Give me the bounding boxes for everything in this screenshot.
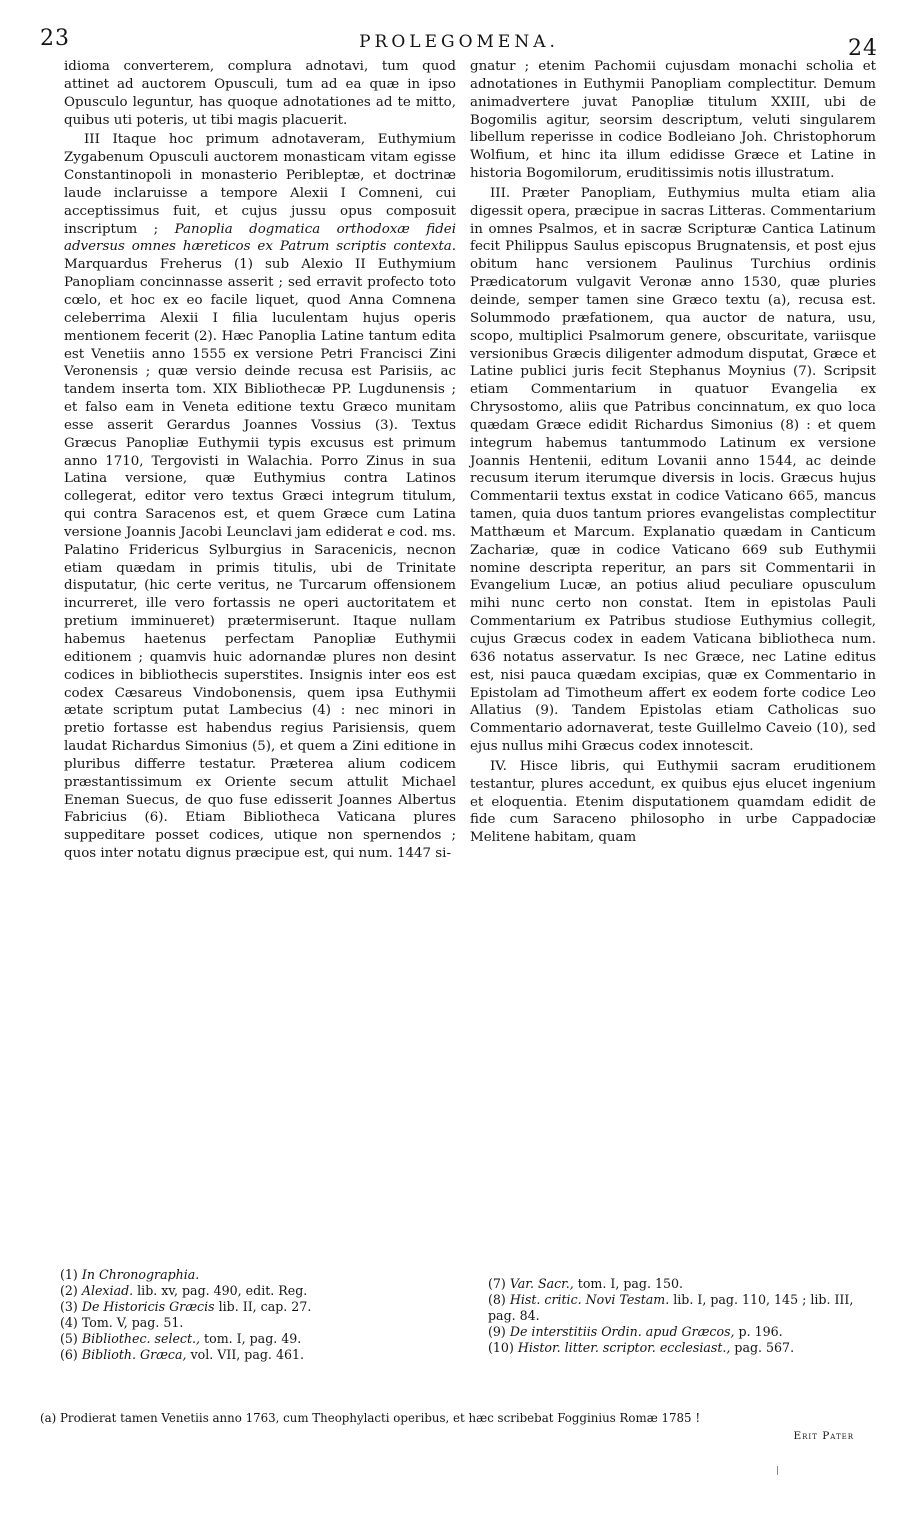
footnote: (10) Histor. litter. scriptor. ecclesiast., pag. 567. <box>488 1340 795 1355</box>
footnote: (7) Var. Sacr., tom. I, pag. 150. <box>488 1276 684 1291</box>
footnote: (9) De interstitiis Ordin. apud Græcos, p. 196. <box>488 1324 783 1339</box>
page-mark <box>777 1466 778 1475</box>
left-column <box>64 58 456 863</box>
left-paragraph-2-text-b: Marquardus Freherus (1) sub Alexio II Euthymium Panopliam concinnasse asserit ; sed erravit profecto toto cœlo, et hoc ex eo facile liquet, quod Anna Comnena celeberrima Alexii I filia luculentam hujus operis mentionem fecerit (2). Hæc Panoplia Latine tantum edita est Venetiis anno 1555 ex versione Petri Francisci Zini Veronensis ; quæ versio deinde recusa est Parisiis, ac tandem inserta tom. XIX Bibliothecæ PP. Lugdunensis ; et falso eam in Veneta editione textu Græco munitam esse asserit Gerardus Joannes Vossius (3). Textus Græcus Panopliæ Euthymii typis excusus est primum anno 1710, Tergovisti in Walachia. Porro Zinus in sua Latina versione, quæ Euthymius contra Latinos collegerat, editor vero textus Græci integrum titulum, qui contra Saracenos est, et quem Græce cum Latina versione Joannis Jacobi Leunclavi jam ediderat e cod. ms. Palatino Fridericus Sylburgius in Saracenicis, necnon etiam quædam in primis titulis, ubi de Trinitate disputatur, (hic certe veritus, ne Turcarum offensionem incurreret, ille vero fortassis ne operi auctoritatem et pretium imminueret) prætermiserunt. Itaque nullam habemus haetenus perfectam Panopliæ Euthymii editionem ; quamvis huic adornandæ plures non desint codices in bibliothecis superstites. Insignis inter eos est codex Cæsareus Vindobonensis, quem ipsa Euthymii ætate scriptum putat Lambecius (4) : nec minori in pretio fortasse est habendus regius Parisiensis, quem laudat Richardus Simonius (5), et quem a Zini editione in pluribus differre testatur. Præterea alium codicem præstantissimum ex Oriente secum attulit Michael Eneman Suecus, de quo fuse edisserit Joannes Albertus Fabricius (6). Etiam Bibliotheca Vaticana plures suppeditare posset codices, utique non spernendos ; quos inter notatu dignus præcipue est, qui num. 1447 si- <box>64 257 456 862</box>
right-paragraph-3: IV. Hisce libris, qui Euthymii sacram eruditionem testantur, plures accedunt, ex quibus ejus elucet ingenium et eloquentia. Etenim disputationem quamdam edidit de fide cum Saraceno philosopho in urbe Cappadociæ Melitene habitam, quam <box>470 758 876 846</box>
footnotes-right <box>488 1276 880 1356</box>
footnote: (8) Hist. critic. Novi Testam. lib. I, pag. 110, 145 ; lib. III, pag. 84. <box>488 1292 854 1323</box>
running-header <box>40 22 878 61</box>
footnote: (1) In Chronographia. <box>60 1267 200 1282</box>
left-paragraph-2-text-a: III Itaque hoc primum adnotaveram, Euthymium Zygabenum Opusculi auctorem monasticam vitam egisse Constantinopoli in monasterio Peribleptæ, et doctrinæ laude inclaruisse a tempore Alexii I Comneni, cui acceptissimus fuit, et cujus jussu opus composuit inscriptum ; <box>64 132 456 237</box>
bottom-footnote: (a) Prodierat tamen Venetiis anno 1763, cum Theophylacti operibus, et hæc scribebat Fogginius Romæ 1785 ! <box>40 1411 701 1425</box>
footnote: (3) De Historicis Græcis lib. II, cap. 27. <box>60 1299 312 1314</box>
footnote: (2) Alexiad. lib. xv, pag. 490, edit. Reg. <box>60 1283 308 1298</box>
footnote: (4) Tom. V, pag. 51. <box>60 1315 184 1330</box>
footnotes-left <box>60 1267 454 1363</box>
right-paragraph-1: gnatur ; etenim Pachomii cujusdam monachi scholia et adnotationes in Euthymii Panopliam complectitur. Demum animadvertere juvat Panopliæ titulum XXIII, ubi de Bogomilis agitur, seorsim descriptum, veluti singularem libellum reperisse in codice Bodleiano Joh. Christophorum Wolfium, et hinc ita illum edidisse Græce et Latine in historia Bogomilorum, eruditissimis notis illustratum. <box>470 59 876 182</box>
right-column <box>470 58 876 847</box>
left-paragraph-1: idioma converterem, complura adnotavi, tum quod attinet ad auctorem Opusculi, tum ad ea quæ in ipso Opusculo leguntur, has quoque adnotationes ad te mitto, quibus uti poteris, ut tibi magis placuerit. <box>64 59 456 128</box>
footnote: (6) Biblioth. Græca, vol. VII, pag. 461. <box>60 1347 304 1362</box>
page-number-left: 23 <box>40 26 70 51</box>
right-paragraph-2: III. Præter Panopliam, Euthymius multa etiam alia digessit opera, præcipue in sacras Litteras. Commentarium in omnes Psalmos, et in sacræ Scripturæ Cantica Latinum fecit Philippus Saulus episcopus Brugnatensis, et post ejus obitum hanc versionem Paulinus Turchius ordinis Prædicatorum vulgavit Veronæ anno 1530, quæ pluries deinde, semper tamen sine Græco textu (a), recusa est. Solummodo præfationem, qua auctor de natura, usu, scopo, multiplici Psalmorum genere, obscuritate, variisque versionibus Græcis diligenter admodum disputat, Græce et Latine publici juris fecit Stephanus Moynius (7). Scripsit etiam Commentarium in quatuor Evangelia ex Chrysostomo, aliis que Patribus concinnatum, ex quo loca quædam Græce edidit Richardus Simonius (8) : et quem integrum habemus tantummodo Latinum ex versione Joannis Hentenii, editum Lovanii anno 1544, ac deinde recusum iterum iterumque diversis in locis. Græcus hujus Commentarii textus exstat in codice Vaticano 665, mancus tamen, quia duos tantum priores evangelistas complectitur Matthæum et Marcum. Explanatio quædam in Canticum Zachariæ, quæ in codice Vaticano 669 sub Euthymii nomine descripta reperitur, an pars sit Commentarii in Evangelium Lucæ, an potius aliud peculiare opusculum mihi nunc certo non constat. Item in epistolas Pauli Commentarium ex Patribus studiose Euthymius collegit, cujus Græcus codex in eadem Vaticana bibliotheca num. 636 notatus asservatur. Is nec Græce, nec Latine editus est, nisi pauca quædam excipias, quæ ex Commentario in Epistolam ad Timotheum affert ex eodem forte codice Leo Allatius (9). Tandem Epistolas etiam Catholicas suo Commentario adornaverat, teste Guillelmo Caveio (10), sed ejus nullus mihi Græcus codex innotescit. <box>470 185 876 755</box>
running-title: PROLEGOMENA. <box>359 32 559 52</box>
left-paragraph-2 <box>64 131 456 863</box>
footnote: (5) Bibliothec. select., tom. I, pag. 49. <box>60 1331 302 1346</box>
page-number-right: 24 <box>848 36 878 61</box>
panoplia-title: Panoplia dogmatica orthodoxæ fidei adversus omnes hæreticos ex Patrum scriptis contexta. <box>64 221 456 255</box>
catchword: Erit Pater <box>793 1430 854 1442</box>
